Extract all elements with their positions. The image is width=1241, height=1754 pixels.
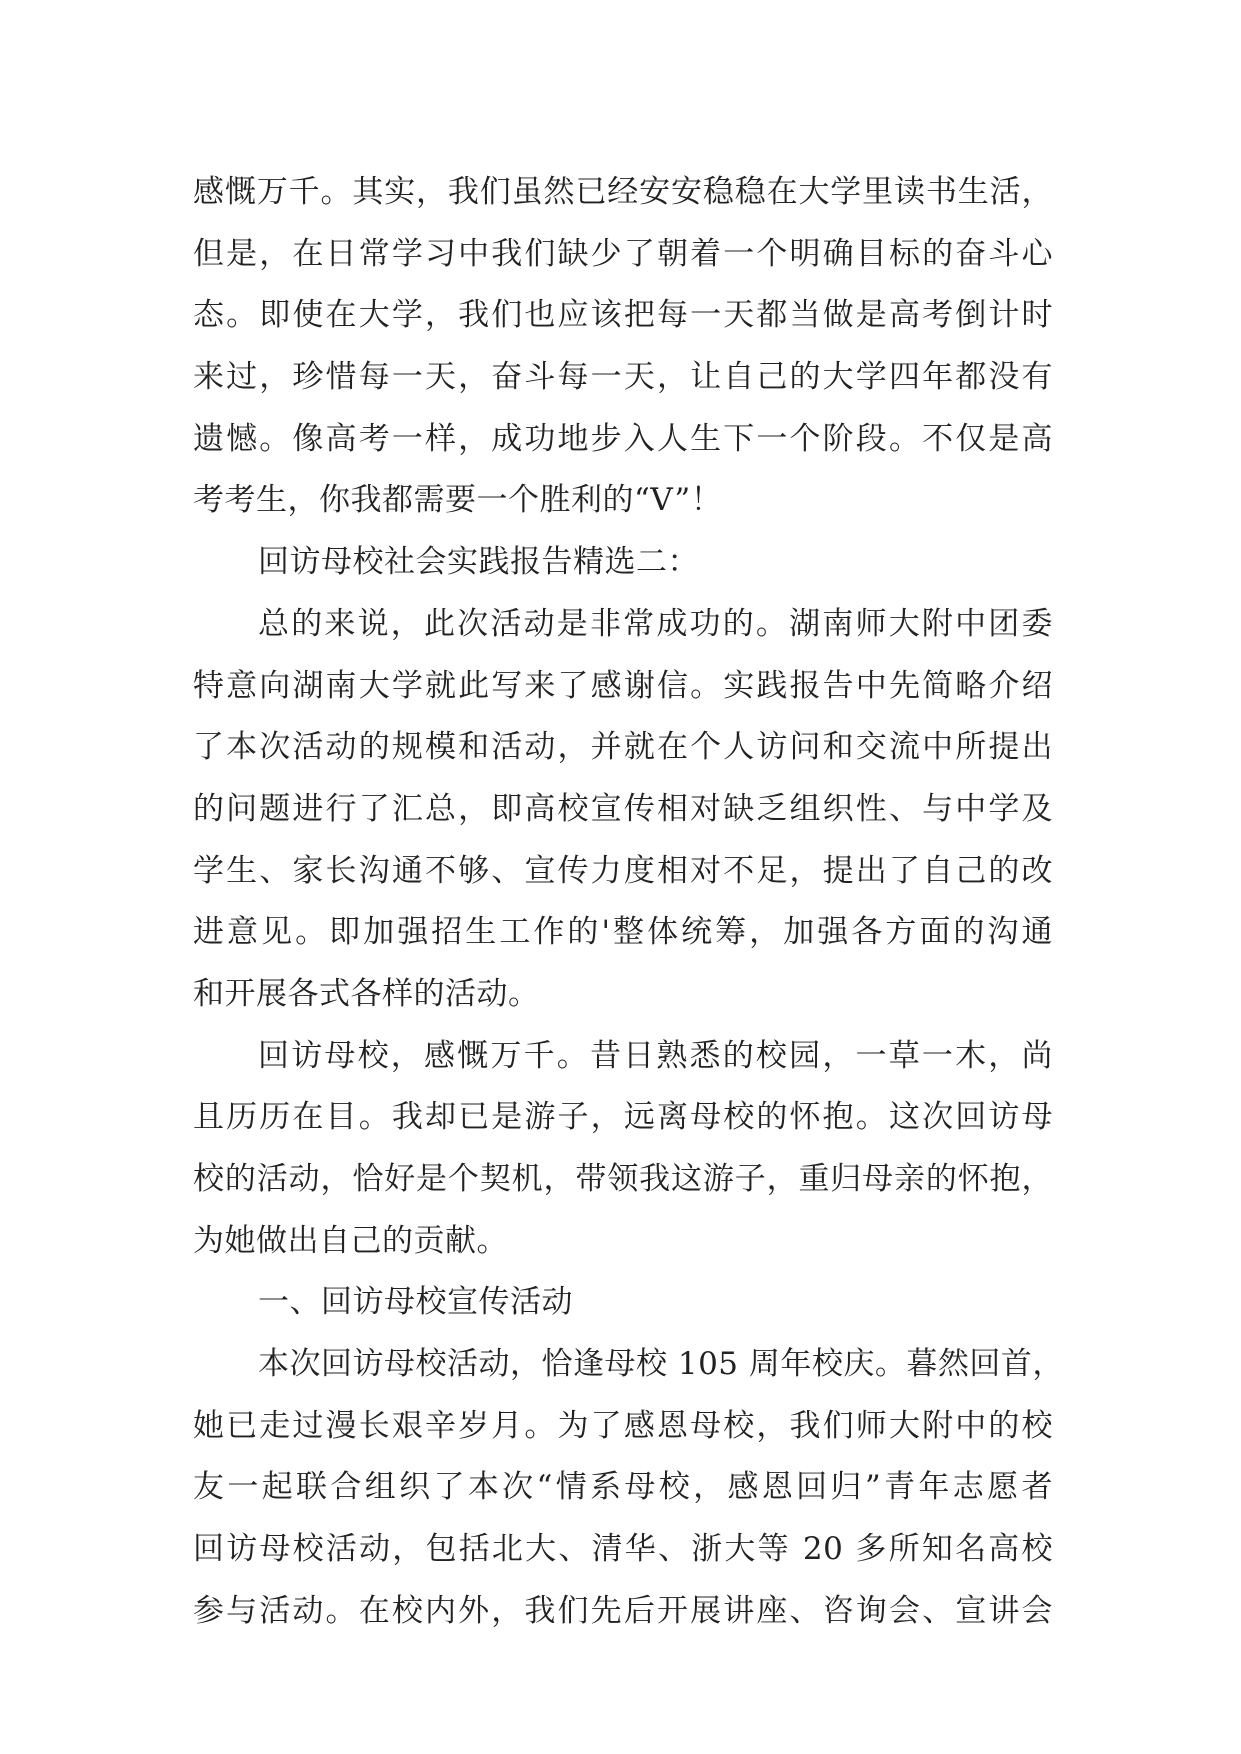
text-line: 校的活动，恰好是个契机，带领我这游子，重归母亲的怀抱， (193, 1161, 1053, 1197)
text-line: 了本次活动的规模和活动，并就在个人访问和交流中所提出 (193, 729, 1053, 766)
paragraph-first-line: 回访母校，感慨万千。昔日熟悉的校园，一草一木，尚 (258, 1037, 1053, 1074)
section-heading: 一、回访母校宣传活动 (258, 1284, 573, 1321)
text-line: 学生、家长沟通不够、宣传力度相对不足，提出了自己的改 (193, 852, 1053, 889)
text-line: 的问题进行了汇总，即高校宣传相对缺乏组织性、与中学及 (193, 790, 1053, 827)
paragraph-first-line: 本次回访母校活动，恰逢母校 105 周年校庆。暮然回首， (258, 1346, 1064, 1383)
text-line: 参与活动。在校内外，我们先后开展讲座、咨询会、宣讲会 (193, 1592, 1053, 1629)
text-line: 感慨万千。其实，我们虽然已经安安稳稳在大学里读书生活， (193, 174, 1053, 210)
text-line: 遗憾。像高考一样，成功地步入人生下一个阶段。不仅是高 (193, 420, 1053, 457)
text-line: 为她做出自己的贡献。 (193, 1222, 508, 1259)
document-body (193, 162, 1064, 1643)
text-line: 回访母校活动，包括北大、清华、浙大等 20 多所知名高校 (193, 1531, 1053, 1568)
section-heading: 回访母校社会实践报告精选二： (258, 544, 699, 581)
text-line: 特意向湖南大学就此写来了感谢信。实践报告中先简略介绍 (193, 667, 1053, 704)
text-line: 且历历在目。我却已是游子，远离母校的怀抱。这次回访母 (193, 1099, 1053, 1136)
text-line: 她已走过漫长艰辛岁月。为了感恩母校，我们师大附中的校 (193, 1407, 1053, 1444)
paragraph-first-line: 总的来说，此次活动是非常成功的。湖南师大附中团委 (258, 605, 1053, 642)
text-line: 和开展各式各样的活动。 (193, 975, 540, 1012)
text-line: 进意见。即加强招生工作的'整体统筹，加强各方面的沟通 (193, 914, 1053, 951)
text-line: 但是，在日常学习中我们缺少了朝着一个明确目标的奋斗心 (193, 235, 1053, 272)
text-line: 友一起联合组织了本次“情系母校，感恩回归”青年志愿者 (193, 1469, 1053, 1506)
text-line: 考考生，你我都需要一个胜利的“V”！ (193, 482, 723, 519)
text-line: 来过，珍惜每一天，奋斗每一天，让自己的大学四年都没有 (193, 359, 1053, 396)
text-line: 态。即使在大学，我们也应该把每一天都当做是高考倒计时 (193, 297, 1053, 334)
